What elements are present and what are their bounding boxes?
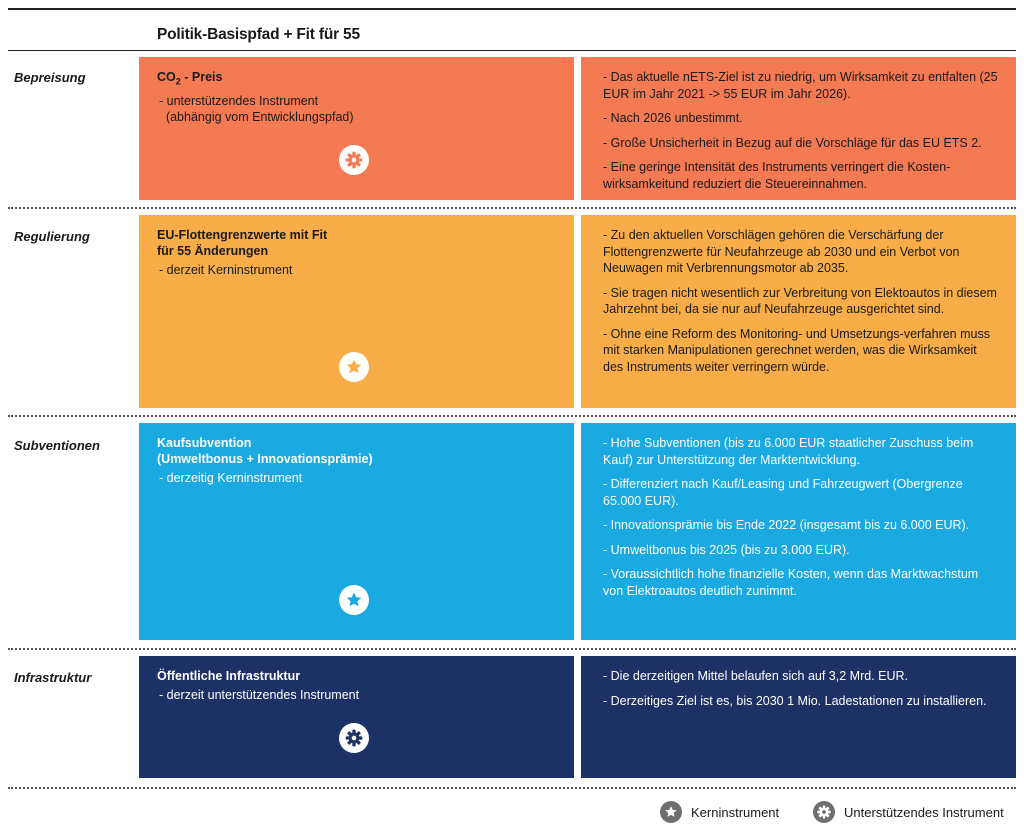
assessment-item: - Große Unsicherheit in Bezug auf die Vorschläge für das EU ETS 2. [603, 135, 982, 150]
assessment-item: - Innovationsprämie bis Ende 2022 (insgesamt bis zu 6.000 EUR). [603, 518, 970, 532]
instrument-box-co2-price [139, 57, 574, 200]
row-label-subventionen: Subventionen [14, 438, 100, 453]
page-title: Politik-Basispfad + Fit für 55 [157, 26, 360, 43]
instrument-title: Öffentliche Infrastruktur [157, 669, 301, 683]
assessment-item: - Differenziert nach Kauf/Leasing und Fahrzeugwert (Obergrenze 65.000 EUR). [603, 477, 963, 508]
instrument-box-public-infrastructure [139, 656, 574, 778]
assessment-box-co2-price [581, 57, 1016, 200]
row-separator [8, 207, 1016, 209]
star-icon [339, 352, 369, 382]
star-icon [660, 801, 682, 823]
assessment-item: - Eine geringe Intensität des Instruments verringert die Kosten-wirksamkeitund reduziert die Steuereinnahmen. [603, 160, 951, 191]
header-rule [8, 50, 1016, 51]
assessment-item: - Umweltbonus bis 2025 (bis zu 3.000 EUR). [603, 542, 850, 557]
assessment-item: - Die derzeitigen Mittel belaufen sich auf 3,2 Mrd. EUR. [603, 669, 908, 683]
assessment-item: - Hohe Subventionen (bis zu 6.000 EUR staatlicher Zuschuss beim Kauf) zur Unterstützung der Marktentwicklung. [603, 436, 974, 467]
instrument-subtitle: - derzeit unterstützendes Instrument [159, 688, 360, 702]
top-rule [8, 8, 1016, 10]
instrument-title: EU-Flottengrenzwerte mit Fit für 55 Änderungen [157, 228, 328, 258]
instrument-box-fleet-limits [139, 215, 574, 408]
instrument-subtitle: - derzeit Kerninstrument [159, 263, 293, 277]
gear-icon [813, 801, 835, 823]
instrument-box-purchase-subsidy [139, 423, 574, 640]
assessment-item: - Derzeitiges Ziel ist es, bis 2030 1 Mio. Ladestationen zu installieren. [603, 693, 987, 708]
assessment-box-public-infrastructure [581, 656, 1016, 778]
row-label-infrastruktur: Infrastruktur [14, 670, 92, 685]
assessment-item: - Ohne eine Reform des Monitoring- und Umsetzungs-verfahren muss mit starken Manipulationen gerechnet werden, was die Wirksamkeit des Instruments weiter verringern würde. [603, 326, 990, 374]
legend-label-core: Kerninstrument [691, 805, 780, 820]
assessment-item: - Nach 2026 unbestimmt. [603, 111, 743, 125]
gear-icon [339, 723, 369, 753]
assessment-box-fleet-limits [581, 215, 1016, 408]
row-label-regulierung: Regulierung [14, 229, 90, 244]
instrument-title: $CO_2$ - Preis [157, 70, 223, 87]
assessment-item: - Zu den aktuellen Vorschlägen gehören die Verschärfung der Flottengrenzwerte für Neufahrzeuge ab 2030 und ein Verbot von Neuwagen mit Verbrennungsmotor ab 2035. [603, 228, 960, 275]
row-separator [8, 787, 1016, 789]
legend-label-support: Unterstützendes Instrument [844, 805, 1004, 820]
instrument-title: Kaufsubvention (Umweltbonus + Innovationsprämie) [157, 436, 373, 466]
assessment-box-purchase-subsidy [581, 423, 1016, 640]
star-icon [339, 585, 369, 615]
row-separator [8, 648, 1016, 650]
gear-icon [339, 145, 369, 175]
assessment-item: - Sie tragen nicht wesentlich zur Verbreitung von Elektoautos in diesem Jahrzehnt bei, da sie nur auf Neufahrzeuge ausgerichtet sind. [603, 285, 997, 316]
assessment-item: - Das aktuelle nETS-Ziel ist zu niedrig, um Wirksamkeit zu entfalten (25 EUR im Jahr 2021 -> 55 EUR im Jahr 2026). [603, 70, 998, 101]
instrument-subtitle: - unterstützendes Instrument (abhängig vom Entwicklungspfad) [159, 93, 354, 124]
row-separator [8, 415, 1016, 417]
assessment-item: - Voraussichtlich hohe finanzielle Kosten, wenn das Marktwachstum von Elektroautos deutlich zunimmt. [603, 567, 979, 598]
row-label-bepreisung: Bepreisung [14, 70, 86, 85]
instrument-subtitle: - derzeitig Kerninstrument [159, 471, 303, 485]
